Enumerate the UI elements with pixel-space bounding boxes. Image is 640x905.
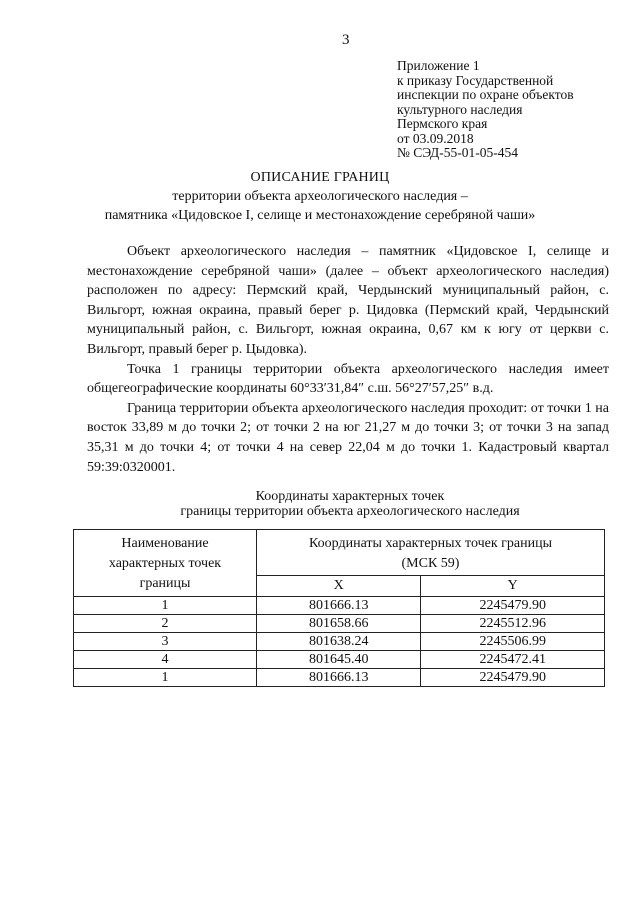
- page-number: 3: [342, 32, 350, 48]
- appendix-line: к приказу Государственной: [397, 72, 554, 88]
- header-x: X: [257, 576, 421, 597]
- appendix-line: Пермского края: [397, 116, 488, 131]
- document-subtitle-line: территории объекта археологического наследия –: [172, 189, 468, 204]
- table-row: [74, 615, 605, 633]
- point-cell: 3: [74, 633, 257, 651]
- x-cell: 801658.66: [257, 615, 421, 633]
- paragraph-point-coordinates: Точка 1 границы территории объекта археологического наследия имеет общегеографические координаты 60°33′31,84″ с.ш. 56°27′57,25″ в.д.: [87, 361, 609, 397]
- table-row: [74, 669, 605, 687]
- point-cell: 4: [74, 651, 257, 669]
- y-cell: 2245506.99: [421, 633, 605, 651]
- y-cell: 2245479.90: [421, 669, 605, 687]
- y-cell: 2245512.96: [421, 615, 605, 633]
- document-title: ОПИСАНИЕ ГРАНИЦ: [250, 170, 390, 185]
- y-cell: 2245479.90: [421, 597, 605, 615]
- appendix-block: [397, 59, 574, 161]
- appendix-line: Приложение 1: [397, 58, 480, 73]
- table-row: [74, 633, 605, 651]
- document-subtitle-line: памятника «Цидовское I, селище и местонахождение серебряной чаши»: [104, 208, 536, 223]
- table-row: [74, 651, 605, 669]
- table-row: [74, 597, 605, 615]
- x-cell: 801666.13: [257, 597, 421, 615]
- x-cell: 801638.24: [257, 633, 421, 651]
- table-caption-line: Координаты характерных точек: [255, 489, 445, 504]
- coordinates-table: [73, 529, 605, 687]
- point-cell: 2: [74, 615, 257, 633]
- table-caption-line: границы территории объекта археологического наследия: [180, 504, 520, 519]
- x-cell: 801645.40: [257, 651, 421, 669]
- point-cell: 1: [74, 669, 257, 687]
- paragraph-boundary-description: Граница территории объекта археологического наследия проходит: от точки 1 на восток 33,89 м до точки 2; от точки 2 на юг 21,27 м до точки 3; от точки 3 на запад 35,31 м до точки 4; от точки 4 на север 22,04 м до точки 1. Кадастровый квартал 59:39:0320001.: [87, 400, 609, 475]
- appendix-line: культурного наследия: [397, 101, 523, 117]
- y-cell: 2245472.41: [421, 651, 605, 669]
- point-cell: 1: [74, 597, 257, 615]
- appendix-line: инспекции по охране объектов: [397, 87, 574, 102]
- appendix-line: от 03.09.2018: [397, 130, 474, 146]
- header-point-name: Наименование характерных точек границы: [74, 530, 257, 597]
- body-text: [87, 242, 609, 477]
- header-coordinates: Координаты характерных точек границы (МСК 59): [257, 530, 605, 576]
- header-y: Y: [421, 576, 605, 597]
- paragraph-object-location: Объект археологического наследия – памятник «Цидовское I, селище и местонахождение серебряной чаши» (далее – объект археологического наследия) расположен по адресу: Пермский край, Чердынский муниципальный район, с. Вильгорт, южная окраина, правый берег р. Цидовка (Пермский край, Чердынский муниципальный район, с. Вильгорт, южная окраина, 0,67 км к югу от церкви с. Вильгорт, правый берег р. Цыдовка).: [87, 244, 609, 357]
- x-cell: 801666.13: [257, 669, 421, 687]
- appendix-line: № СЭД-55-01-05-454: [397, 145, 518, 160]
